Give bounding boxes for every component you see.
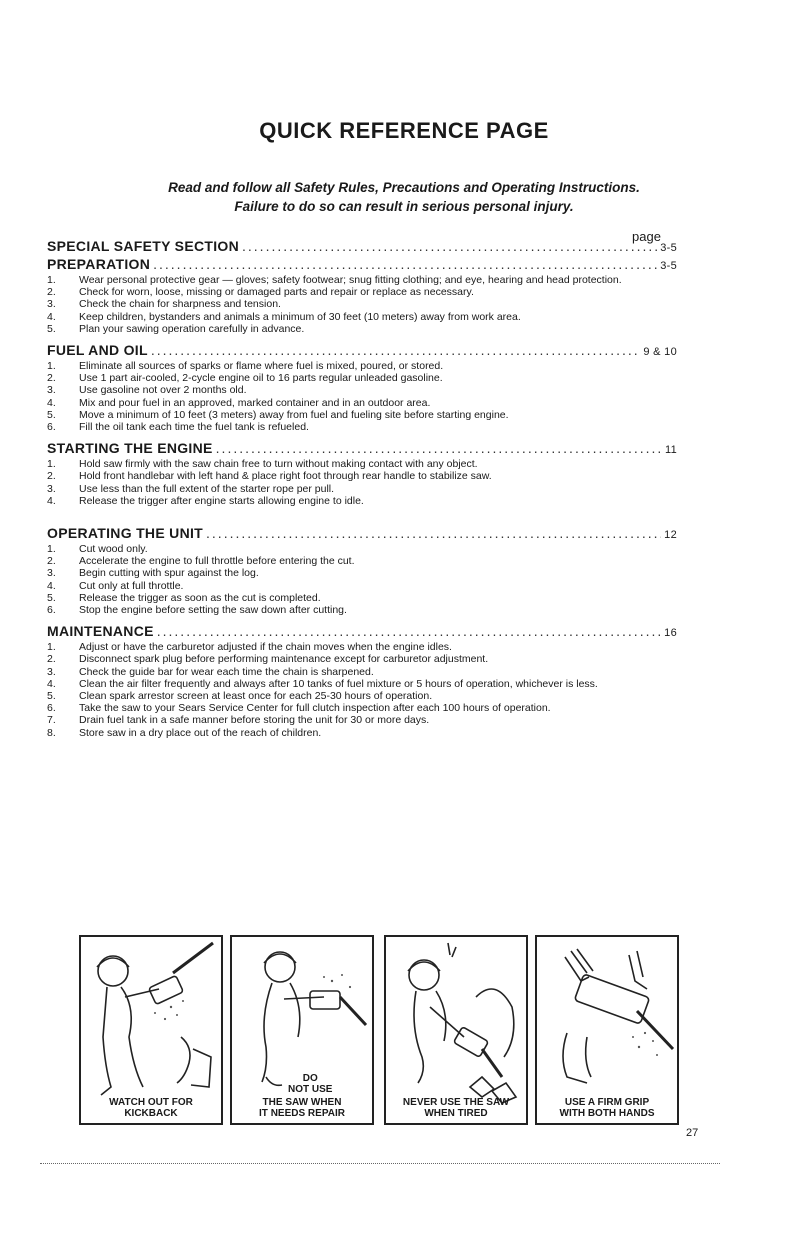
section-preparation [47, 256, 677, 335]
step-text: Eliminate all sources of sparks or flame where fuel is mixed, poured, or stored. [79, 360, 444, 373]
step-number: 2. [47, 286, 56, 299]
step-text: Keep children, bystanders and animals a minimum of 30 feet (10 meters) away from work area. [79, 310, 521, 323]
warning-line-2: Failure to do so can result in serious personal injury. [234, 199, 574, 214]
caption-line: IT NEEDS REPAIR [259, 1108, 345, 1119]
step-list [47, 458, 677, 507]
step-text: Move a minimum of 10 feet (3 meters) away from fuel and fueling site before starting engine. [79, 408, 509, 421]
caption-line: USE A FIRM GRIP [564, 1097, 650, 1108]
step-text: Begin cutting with spur against the log. [79, 567, 259, 580]
list-item [47, 495, 677, 507]
figure-caption [537, 1097, 677, 1119]
leader-dots [242, 238, 657, 254]
section-page-ref: 3-5 [660, 242, 677, 254]
warning-line-1: Read and follow all Safety Rules, Precautions and Operating Instructions. [168, 180, 640, 195]
caption-line: NEVER USE THE SAW [402, 1097, 510, 1108]
step-number: 1. [47, 360, 56, 373]
step-text: Check for worn, loose, missing or damaged parts and repair or replace as necessary. [79, 286, 474, 299]
step-number: 7. [47, 714, 56, 727]
section-fuel-and-oil [47, 342, 677, 433]
caption-line: NOT USE [288, 1084, 333, 1095]
figure-caption [386, 1097, 526, 1119]
list-item [47, 274, 677, 286]
step-text: Wear personal protective gear — gloves; safety footwear; snug fitting clothing; and eye, hearing and head protection. [79, 274, 622, 286]
step-number: 1. [47, 274, 56, 286]
section-special-safety [47, 238, 677, 254]
step-text: Use gasoline not over 2 months old. [79, 384, 247, 397]
section-heading [47, 256, 677, 272]
section-page-ref: 11 [664, 444, 677, 457]
step-number: 5. [47, 322, 56, 335]
step-list [47, 641, 677, 739]
page-title: QUICK REFERENCE PAGE [259, 118, 549, 143]
list-item [47, 604, 677, 616]
step-number: 2. [47, 653, 56, 666]
leader-dots [157, 623, 661, 639]
list-item [47, 409, 677, 421]
step-number: 1. [47, 641, 56, 654]
figure-repair [230, 935, 374, 1125]
step-text: Accelerate the engine to full throttle before entering the cut. [79, 555, 355, 568]
list-item [47, 727, 677, 739]
section-title: SPECIAL SAFETY SECTION [47, 238, 240, 254]
step-text: Hold saw firmly with the saw chain free to turn without making contact with any object. [79, 458, 478, 471]
step-number: 5. [47, 591, 56, 604]
step-number: 5. [47, 690, 56, 703]
list-item [47, 666, 677, 678]
step-text: Cut only at full throttle. [79, 579, 184, 592]
step-text: Use less than the full extent of the starter rope per pull. [79, 482, 335, 495]
figure-kickback [79, 935, 223, 1125]
safety-warning [0, 178, 808, 216]
leader-dots [216, 440, 662, 456]
section-title: PREPARATION [47, 256, 151, 272]
figure-firm-grip [535, 935, 679, 1125]
list-item [47, 592, 677, 604]
list-item [47, 323, 677, 335]
step-text: Stop the engine before setting the saw down after cutting. [79, 604, 347, 617]
list-item [47, 567, 677, 579]
step-text: Store saw in a dry place out of the reach of children. [79, 726, 322, 739]
section-heading [47, 623, 677, 639]
section-operating-unit [47, 525, 677, 616]
caption-line: WATCH OUT FOR [109, 1097, 193, 1108]
footer-divider [40, 1163, 720, 1164]
step-number: 3. [47, 482, 56, 495]
list-item [47, 543, 677, 555]
step-number: 1. [47, 543, 56, 556]
tired-illustration [386, 937, 526, 1123]
step-number: 3. [47, 384, 56, 397]
list-item [47, 384, 677, 396]
section-heading [47, 525, 677, 541]
list-item [47, 653, 677, 665]
caption-line: KICKBACK [124, 1108, 178, 1119]
step-number: 2. [47, 555, 56, 568]
step-text: Drain fuel tank in a safe manner before storing the unit for 30 or more days. [79, 714, 430, 727]
firm-grip-illustration [537, 937, 677, 1123]
step-list [47, 274, 677, 335]
step-text: Disconnect spark plug before performing maintenance except for carburetor adjustment. [79, 653, 489, 666]
step-number: 4. [47, 579, 56, 592]
step-text: Release the trigger after engine starts allowing engine to idle. [79, 494, 364, 507]
page-number: 27 [686, 1127, 699, 1139]
step-text: Take the saw to your Sears Service Center for full clutch inspection after each 100 hours of operation. [79, 702, 551, 715]
step-list [47, 360, 677, 433]
step-number: 2. [47, 372, 56, 385]
section-starting-engine [47, 440, 677, 507]
list-item [47, 421, 677, 433]
leader-dots [153, 256, 657, 272]
do-not-use-label [288, 1073, 332, 1095]
step-number: 4. [47, 310, 56, 323]
step-number: 5. [47, 408, 56, 421]
step-list [47, 543, 677, 616]
list-item [47, 580, 677, 592]
step-text: Mix and pour fuel in an approved, marked container and in an outdoor area. [79, 396, 431, 409]
step-number: 3. [47, 567, 56, 580]
list-item [47, 458, 677, 470]
step-number: 8. [47, 726, 56, 739]
step-text: Release the trigger as soon as the cut is completed. [79, 591, 321, 604]
section-page-ref: 16 [664, 627, 677, 640]
section-title: MAINTENANCE [47, 623, 154, 640]
section-title: OPERATING THE UNIT [47, 525, 204, 542]
page-column-label: page [632, 229, 661, 244]
caption-line: THE SAW WHEN [262, 1097, 342, 1108]
leader-dots [151, 342, 641, 358]
section-maintenance [47, 623, 677, 739]
step-number: 4. [47, 677, 56, 690]
list-item [47, 360, 677, 372]
step-text: Plan your sawing operation carefully in advance. [79, 322, 305, 335]
step-number: 2. [47, 470, 56, 483]
caption-line: WHEN TIRED [424, 1108, 488, 1119]
section-page-ref: 3-5 [660, 260, 677, 272]
step-number: 3. [47, 298, 56, 311]
list-item [47, 286, 677, 298]
safety-illustrations [79, 935, 679, 1125]
list-item [47, 690, 677, 702]
step-text: Hold front handlebar with left hand & place right foot through rear handle to stabilize saw. [79, 470, 492, 483]
section-title: STARTING THE ENGINE [47, 440, 213, 457]
list-item [47, 372, 677, 384]
list-item [47, 641, 677, 653]
list-item [47, 483, 677, 495]
repair-illustration [232, 937, 372, 1123]
leader-dots [206, 525, 661, 541]
list-item [47, 298, 677, 310]
figure-caption [232, 1097, 372, 1119]
step-text: Check the chain for sharpness and tension. [79, 298, 281, 311]
step-number: 6. [47, 702, 56, 715]
step-number: 6. [47, 421, 56, 434]
list-item [47, 714, 677, 726]
kickback-illustration [81, 937, 221, 1123]
quick-reference-sections [47, 238, 677, 739]
step-number: 1. [47, 458, 56, 471]
step-text: Clean the air filter frequently and always after 10 tanks of fuel mixture or 5 hours of operation, whichever is less. [79, 677, 598, 690]
list-item [47, 678, 677, 690]
section-heading [47, 440, 677, 456]
list-item [47, 702, 677, 714]
step-number: 4. [47, 494, 56, 507]
caption-line: DO [302, 1073, 318, 1084]
step-text: Adjust or have the carburetor adjusted if the chain moves when the engine idles. [79, 641, 452, 654]
section-page-ref: 9 & 10 [643, 346, 677, 359]
step-number: 3. [47, 665, 56, 678]
figure-caption [81, 1097, 221, 1119]
step-number: 4. [47, 396, 56, 409]
section-heading [47, 238, 677, 254]
list-item [47, 311, 677, 323]
step-text: Check the guide bar for wear each time the chain is sharpened. [79, 665, 374, 678]
step-number: 6. [47, 604, 56, 617]
figure-tired [384, 935, 528, 1125]
list-item [47, 470, 677, 482]
list-item [47, 397, 677, 409]
section-title: FUEL AND OIL [47, 342, 148, 359]
step-text: Clean spark arrestor screen at least once for each 25-30 hours of operation. [79, 690, 433, 703]
caption-line: WITH BOTH HANDS [559, 1108, 655, 1119]
list-item [47, 555, 677, 567]
section-heading [47, 342, 677, 358]
step-text: Cut wood only. [79, 543, 148, 556]
section-page-ref: 12 [664, 529, 677, 542]
step-text: Use 1 part air-cooled, 2-cycle engine oil to 16 parts regular unleaded gasoline. [79, 372, 443, 385]
step-text: Fill the oil tank each time the fuel tank is refueled. [79, 421, 309, 434]
